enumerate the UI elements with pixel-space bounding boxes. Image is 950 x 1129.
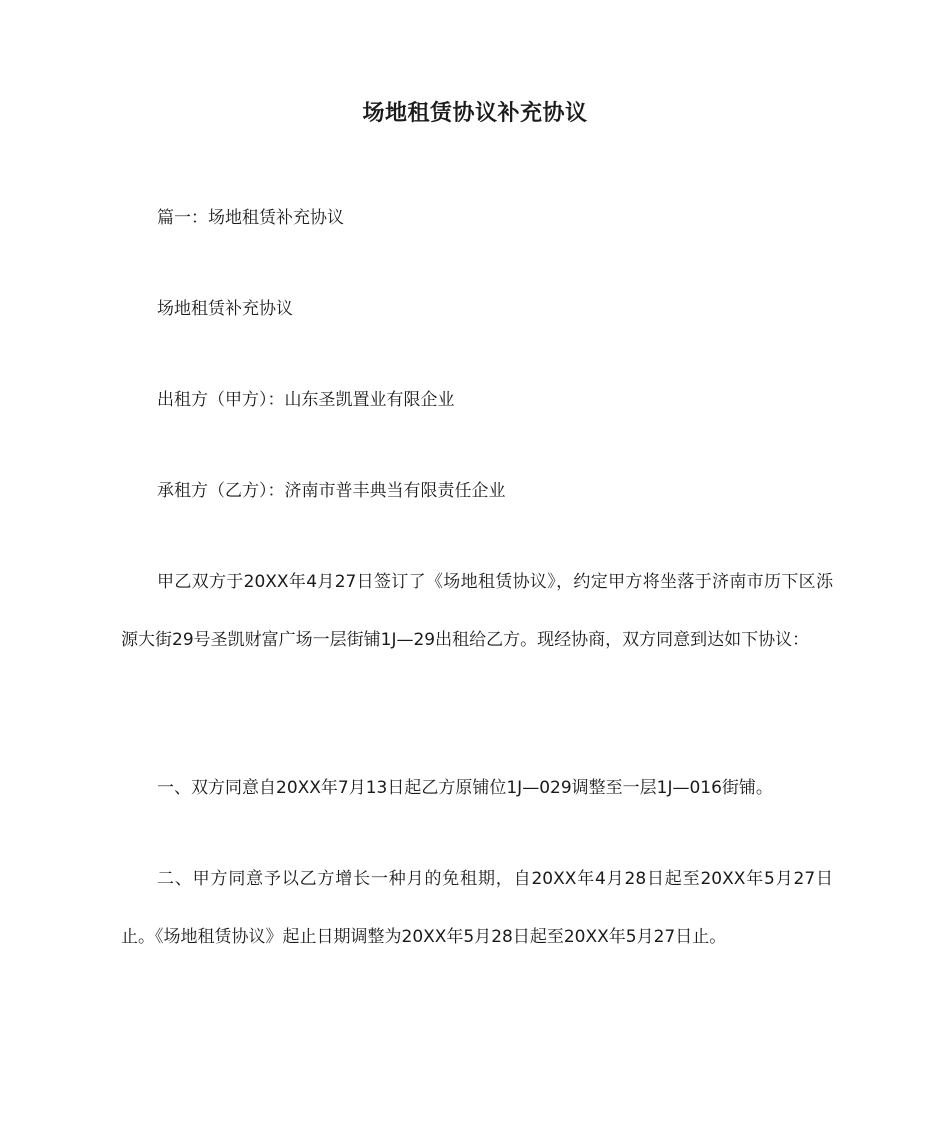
- document-title: 场地租赁协议补充协议: [362, 101, 588, 126]
- paragraph-background: 甲乙双方于20XX年4月27日签订了《场地租赁协议》，约定甲方将坐落于济南市历下区泺源大街29号圣凯财富广场一层街铺1J—29出租给乙方。现经协商，双方同意到达如下协议：: [121, 572, 833, 650]
- paragraph-section-heading: 篇一：场地租赁补充协议: [157, 208, 344, 228]
- paragraph-clause-1: 一、双方同意自20XX年7月13日起乙方原铺位1J—029调整至一层1J—016街铺。: [157, 778, 773, 798]
- paragraph-clause-2: 二、甲方同意予以乙方增长一种月的免租期，自20XX年4月28日起至20XX年5月27日止。《场地租赁协议》起止日期调整为20XX年5月28日起至20XX年5月27日止。: [121, 869, 833, 947]
- paragraph-subtitle: 场地租赁补充协议: [157, 299, 293, 319]
- paragraph-lessor: 出租方（甲方）：山东圣凯置业有限企业: [157, 390, 455, 410]
- paragraph-lessee: 承租方（乙方）：济南市普丰典当有限责任企业: [157, 481, 506, 501]
